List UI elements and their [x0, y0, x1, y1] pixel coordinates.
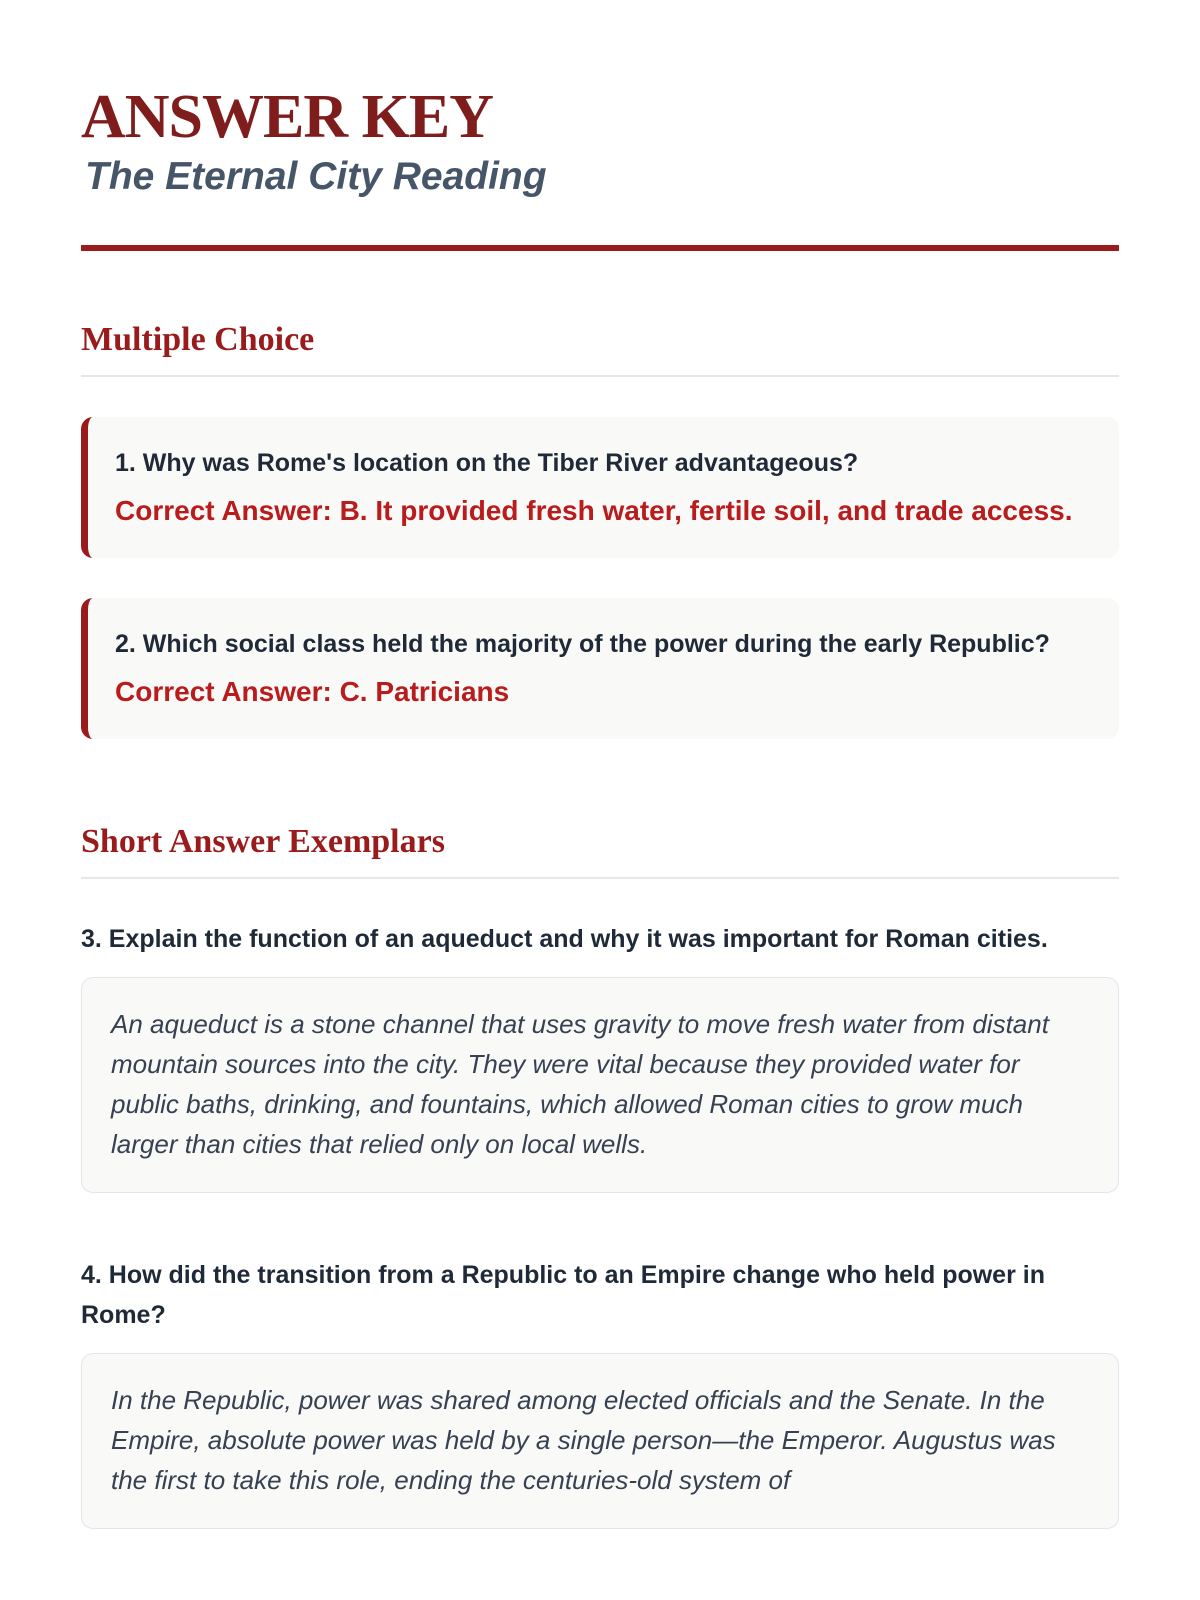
short-answer-question: 3. Explain the function of an aqueduct and why it was important for Roman cities. — [81, 925, 1048, 953]
page-subtitle: The Eternal City Reading — [85, 155, 547, 198]
short-answer-question: 4. How did the transition from a Republic to an Empire change who held power in Rome? — [81, 1261, 1045, 1329]
question-text: 1. Why was Rome's location on the Tiber River advantageous? — [115, 449, 859, 477]
exemplar-answer-box: An aqueduct is a stone channel that uses gravity to move fresh water from distant mountain sources into the city. They were vital because they provided water for public baths, drinking, and fountains, which allowed Roman cities to grow much larger than cities that relied only on local wells. — [81, 977, 1119, 1193]
header-divider — [81, 245, 1119, 251]
section-heading-multiple-choice: Multiple Choice — [81, 321, 1119, 377]
mc-question-card — [81, 598, 1119, 739]
question-text: 2. Which social class held the majority of the power during the early Republic? — [115, 630, 1050, 658]
correct-answer: Correct Answer: B. It provided fresh water, fertile soil, and trade access. — [115, 495, 1073, 526]
correct-answer: Correct Answer: C. Patricians — [115, 676, 510, 707]
mc-question-card — [81, 417, 1119, 558]
section-heading-short-answer: Short Answer Exemplars — [81, 823, 1119, 879]
exemplar-answer-box: In the Republic, power was shared among elected officials and the Senate. In the Empire, absolute power was held by a single person—the Emperor. Augustus was the first to take this role, ending the centuries-old system of — [81, 1353, 1119, 1529]
page-title: ANSWER KEY — [81, 83, 494, 151]
